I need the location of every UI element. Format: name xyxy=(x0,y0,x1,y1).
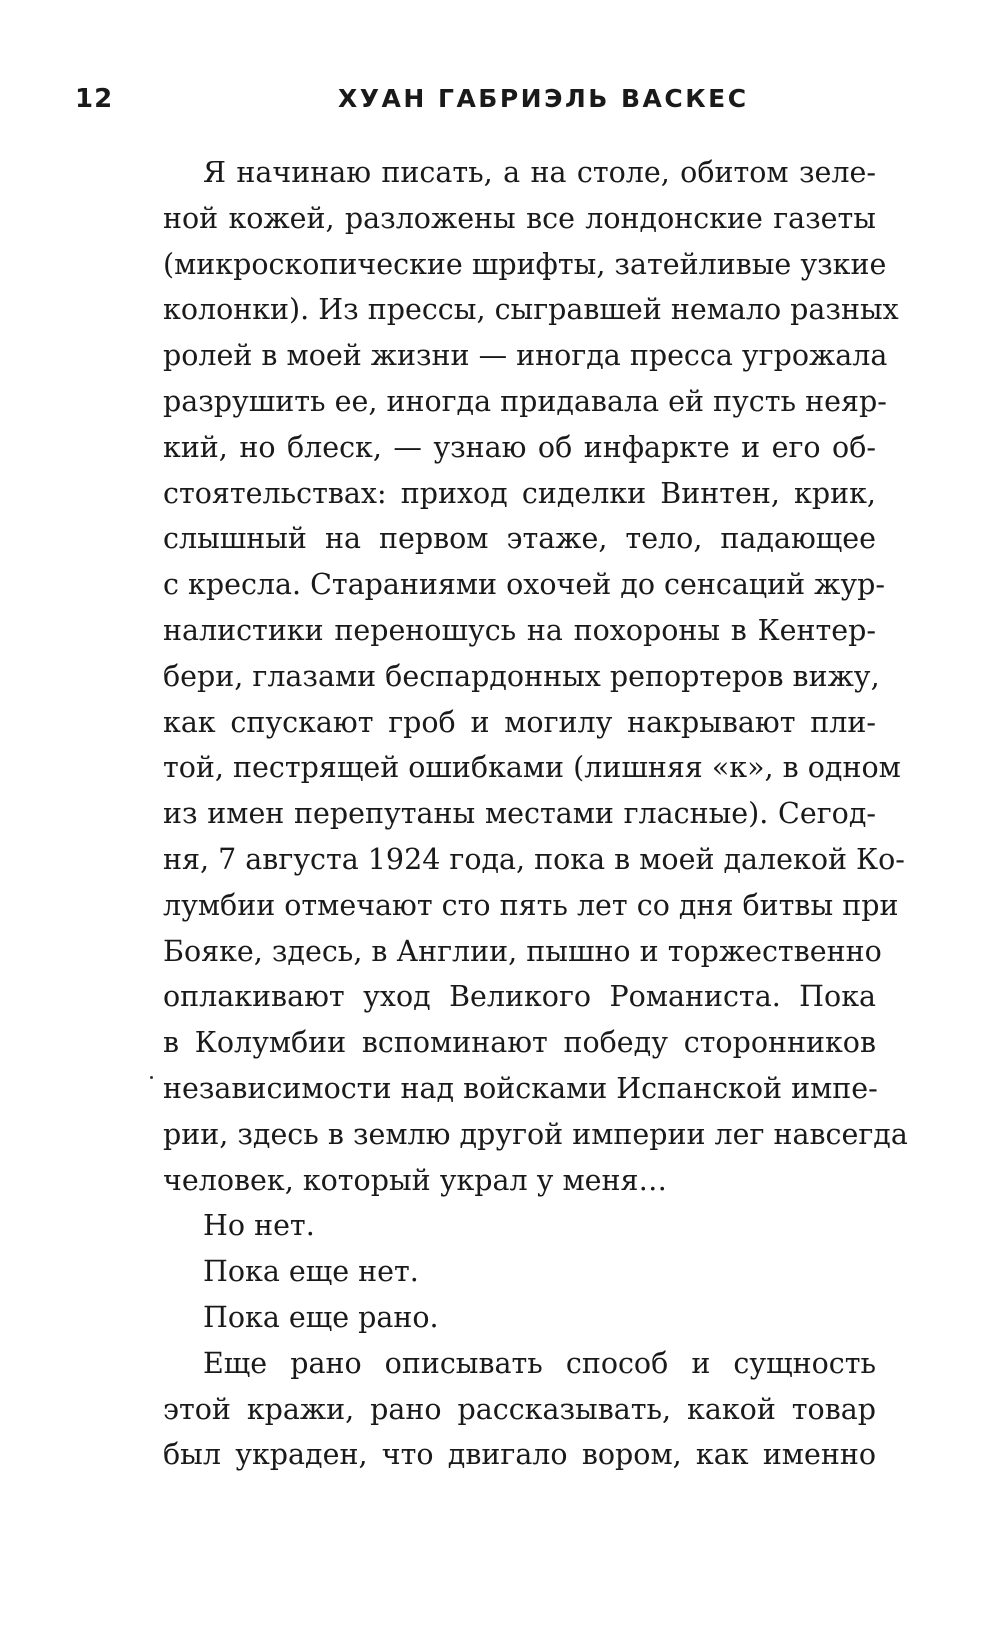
text-line: Пока еще нет. xyxy=(203,1255,419,1289)
running-head xyxy=(0,84,1000,118)
text-line: ролей в моей жизни — иногда пресса угрожала xyxy=(163,339,888,373)
text-line: этой кражи, рано рассказывать, какой товар xyxy=(163,1392,876,1426)
text-line: рии, здесь в землю другой империи лег навсегда xyxy=(163,1117,908,1151)
text-line: бери, глазами беспардонных репортеров вижу, xyxy=(163,659,880,693)
running-title: ХУАН ГАБРИЭЛЬ ВАСКЕС xyxy=(338,84,749,113)
text-line: налистики переношусь на похороны в Кентер- xyxy=(163,613,876,647)
text-line: человек, который украл у меня… xyxy=(163,1163,668,1197)
text-line: колонки). Из прессы, сыгравшей немало разных xyxy=(163,293,899,327)
text-line: как спускают гроб и могилу накрывают пли- xyxy=(163,705,876,739)
text-line: ной кожей, разложены все лондонские газеты xyxy=(163,201,876,235)
text-line: оплакивают уход Великого Романиста. Пока xyxy=(163,980,876,1014)
text-line: из имен перепутаны местами гласные). Сегод- xyxy=(163,797,876,831)
body-text xyxy=(163,150,908,1478)
text-line: независимости над войсками Испанской импе- xyxy=(163,1071,878,1105)
margin-mark xyxy=(150,1076,153,1079)
text-line: лумбии отмечают сто пять лет со дня битвы при xyxy=(163,888,899,922)
text-line: в Колумбии вспоминают победу сторонников xyxy=(163,1026,876,1060)
text-line: (микроскопические шрифты, затейливые узкие xyxy=(163,247,887,281)
text-line: разрушить ее, иногда придавала ей пусть неяр- xyxy=(163,384,887,418)
page-number: 12 xyxy=(75,84,114,114)
text-line: Еще рано описывать способ и сущность xyxy=(203,1346,876,1380)
text-line: Бояке, здесь, в Англии, пышно и торжественно xyxy=(163,934,882,968)
text-line: Но нет. xyxy=(203,1209,315,1243)
text-line: был украден, что двигало вором, как именно xyxy=(163,1438,876,1472)
text-line: слышный на первом этаже, тело, падающее xyxy=(163,522,876,556)
text-line: Я начинаю писать, а на столе, обитом зеле- xyxy=(203,156,876,189)
text-line: Пока еще рано. xyxy=(203,1300,439,1334)
text-line: кий, но блеск, — узнаю об инфаркте и его об- xyxy=(163,430,876,464)
text-line: ня, 7 августа 1924 года, пока в моей далекой Ко- xyxy=(163,842,905,876)
text-line: той, пестрящей ошибками (лишняя «к», в одном xyxy=(163,751,901,785)
text-line: с кресла. Стараниями охочей до сенсаций жур- xyxy=(163,568,886,602)
text-line: стоятельствах: приход сиделки Винтен, крик, xyxy=(163,476,876,510)
